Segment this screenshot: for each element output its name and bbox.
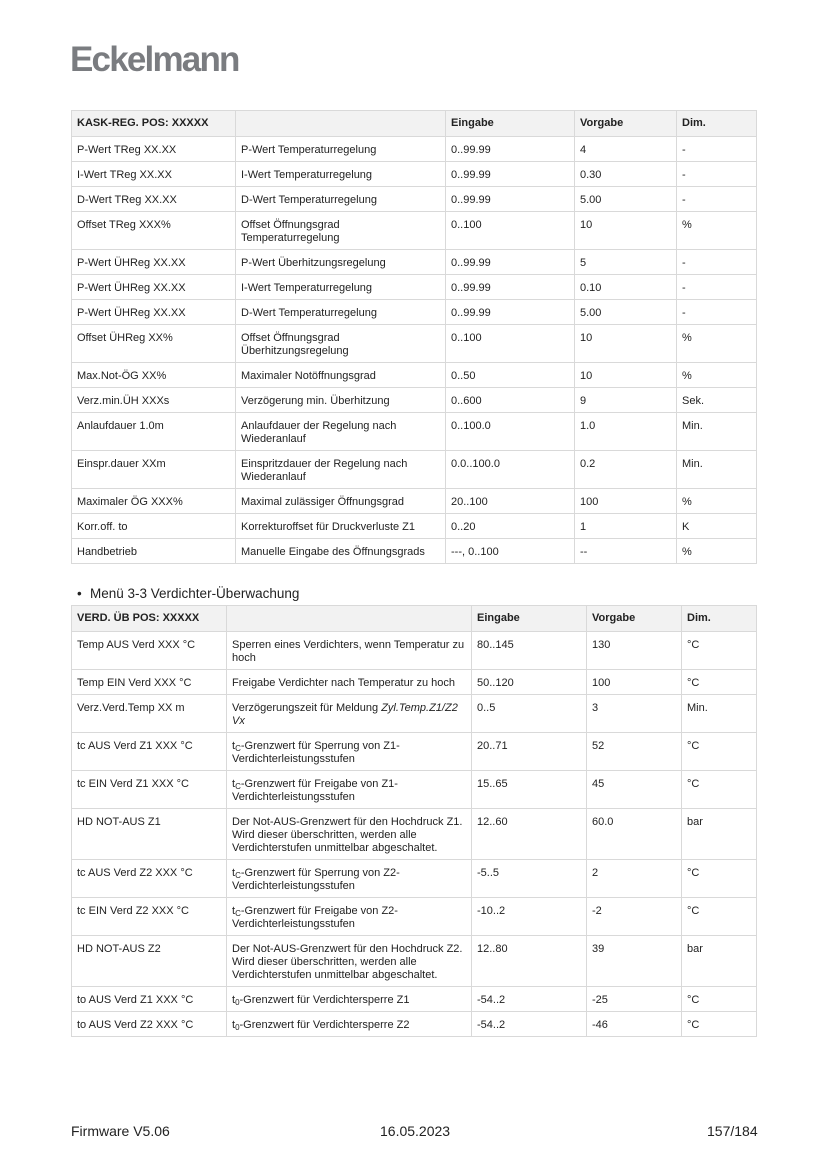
description-text: Sperren eines Verdichters, wenn Temperatur zu hoch bbox=[232, 639, 465, 664]
unit-cell: % bbox=[677, 212, 757, 250]
unit-cell: °C bbox=[682, 898, 757, 936]
input-range-cell: 0..50 bbox=[446, 363, 575, 388]
symbol-subscript: C bbox=[235, 782, 241, 791]
bullet-icon: • bbox=[77, 586, 82, 601]
symbol-subscript: 0 bbox=[235, 1023, 240, 1032]
param-name-cell: Korr.off. to bbox=[72, 514, 236, 539]
header-cell: Eingabe bbox=[446, 111, 575, 137]
table-row bbox=[72, 809, 757, 860]
verd-ueb-table-body bbox=[72, 632, 757, 1037]
header-cell: Dim. bbox=[682, 606, 757, 632]
unit-cell: - bbox=[677, 300, 757, 325]
input-range-cell: 0..100 bbox=[446, 325, 575, 363]
input-range-cell: 0..99.99 bbox=[446, 162, 575, 187]
description-cell bbox=[227, 809, 472, 860]
default-value-cell: 5 bbox=[575, 250, 677, 275]
table-row bbox=[72, 187, 757, 212]
description-cell: Maximal zulässiger Öffnungsgrad bbox=[236, 489, 446, 514]
unit-cell: % bbox=[677, 539, 757, 564]
description-cell bbox=[227, 860, 472, 898]
table-row bbox=[72, 987, 757, 1012]
param-name-cell: to AUS Verd Z1 XXX °C bbox=[72, 987, 227, 1012]
param-name-cell: HD NOT-AUS Z1 bbox=[72, 809, 227, 860]
table-row bbox=[72, 936, 757, 987]
param-name-cell: to AUS Verd Z2 XXX °C bbox=[72, 1012, 227, 1037]
table-row bbox=[72, 275, 757, 300]
default-value-cell: -2 bbox=[587, 898, 682, 936]
input-range-cell: -54..2 bbox=[472, 987, 587, 1012]
default-value-cell: 1.0 bbox=[575, 413, 677, 451]
unit-cell: °C bbox=[682, 632, 757, 670]
table-row bbox=[72, 212, 757, 250]
table-row bbox=[72, 137, 757, 162]
unit-cell: % bbox=[677, 325, 757, 363]
unit-cell: Min. bbox=[677, 451, 757, 489]
table-header-row bbox=[72, 111, 757, 137]
input-range-cell: 0..20 bbox=[446, 514, 575, 539]
footer-page-number: 157/184 bbox=[707, 1123, 758, 1139]
unit-cell: K bbox=[677, 514, 757, 539]
table-row bbox=[72, 514, 757, 539]
input-range-cell: -54..2 bbox=[472, 1012, 587, 1037]
unit-cell: °C bbox=[682, 733, 757, 771]
default-value-cell: -- bbox=[575, 539, 677, 564]
default-value-cell: 0.30 bbox=[575, 162, 677, 187]
header-cell: VERD. ÜB POS: XXXXX bbox=[72, 606, 227, 632]
footer-firmware: Firmware V5.06 bbox=[71, 1123, 170, 1139]
unit-cell: °C bbox=[682, 771, 757, 809]
param-name-cell: P-Wert ÜHReg XX.XX bbox=[72, 300, 236, 325]
description-text: -Grenzwert für Verdichtersperre Z1 bbox=[239, 994, 410, 1006]
table-row bbox=[72, 898, 757, 936]
unit-cell: - bbox=[677, 187, 757, 212]
default-value-cell: 3 bbox=[587, 695, 682, 733]
unit-cell: Min. bbox=[677, 413, 757, 451]
table-header-row bbox=[72, 606, 757, 632]
description-cell bbox=[227, 936, 472, 987]
description-cell: Verzögerung min. Überhitzung bbox=[236, 388, 446, 413]
default-value-cell: 5.00 bbox=[575, 187, 677, 212]
input-range-cell: 0..99.99 bbox=[446, 275, 575, 300]
header-cell: KASK-REG. POS: XXXXX bbox=[72, 111, 236, 137]
unit-cell: - bbox=[677, 250, 757, 275]
param-name-cell: D-Wert TReg XX.XX bbox=[72, 187, 236, 212]
description-text: -Grenzwert für Freigabe von Z1-Verdichterleistungsstufen bbox=[232, 778, 398, 803]
description-text: Verzögerungszeit für Meldung bbox=[232, 702, 382, 714]
description-cell: Korrekturoffset für Druckverluste Z1 bbox=[236, 514, 446, 539]
symbol-text: t bbox=[232, 1019, 236, 1031]
default-value-cell: 4 bbox=[575, 137, 677, 162]
input-range-cell: 20..100 bbox=[446, 489, 575, 514]
symbol-subscript: C bbox=[235, 909, 241, 918]
default-value-cell: 10 bbox=[575, 212, 677, 250]
param-name-cell: Offset TReg XXX% bbox=[72, 212, 236, 250]
description-cell bbox=[227, 632, 472, 670]
description-cell bbox=[227, 771, 472, 809]
default-value-cell: 100 bbox=[587, 670, 682, 695]
description-cell: D-Wert Temperaturregelung bbox=[236, 300, 446, 325]
description-emphasis: Zyl.Temp.Z1/Z2 Vx bbox=[232, 702, 458, 727]
input-range-cell: 50..120 bbox=[472, 670, 587, 695]
default-value-cell: -46 bbox=[587, 1012, 682, 1037]
input-range-cell: 0..5 bbox=[472, 695, 587, 733]
header-cell bbox=[236, 111, 446, 137]
input-range-cell: 0..100.0 bbox=[446, 413, 575, 451]
symbol-text: t bbox=[232, 905, 236, 917]
description-cell: Anlaufdauer der Regelung nach Wiederanlauf bbox=[236, 413, 446, 451]
default-value-cell: 2 bbox=[587, 860, 682, 898]
table-row bbox=[72, 771, 757, 809]
input-range-cell: ---, 0..100 bbox=[446, 539, 575, 564]
default-value-cell: 10 bbox=[575, 363, 677, 388]
description-text: -Grenzwert für Sperrung von Z1-Verdichterleistungsstufen bbox=[232, 740, 400, 765]
symbol-text: t bbox=[232, 778, 236, 790]
description-cell: P-Wert Temperaturregelung bbox=[236, 137, 446, 162]
header-cell: Vorgabe bbox=[587, 606, 682, 632]
unit-cell: Min. bbox=[682, 695, 757, 733]
param-name-cell: tc AUS Verd Z2 XXX °C bbox=[72, 860, 227, 898]
kask-reg-table bbox=[71, 110, 757, 564]
header-cell: Vorgabe bbox=[575, 111, 677, 137]
description-cell: I-Wert Temperaturregelung bbox=[236, 275, 446, 300]
description-cell bbox=[227, 987, 472, 1012]
input-range-cell: 15..65 bbox=[472, 771, 587, 809]
unit-cell: % bbox=[677, 363, 757, 388]
input-range-cell: 0.0..100.0 bbox=[446, 451, 575, 489]
table-row bbox=[72, 1012, 757, 1037]
symbol-text: t bbox=[232, 867, 236, 879]
input-range-cell: -10..2 bbox=[472, 898, 587, 936]
unit-cell: - bbox=[677, 162, 757, 187]
description-cell: D-Wert Temperaturregelung bbox=[236, 187, 446, 212]
section-heading-text: Menü 3-3 Verdichter-Überwachung bbox=[90, 586, 300, 601]
header-cell: Eingabe bbox=[472, 606, 587, 632]
table-row bbox=[72, 388, 757, 413]
default-value-cell: 39 bbox=[587, 936, 682, 987]
default-value-cell: 0.10 bbox=[575, 275, 677, 300]
param-name-cell: Temp EIN Verd XXX °C bbox=[72, 670, 227, 695]
param-name-cell: P-Wert ÜHReg XX.XX bbox=[72, 275, 236, 300]
param-name-cell: tc EIN Verd Z1 XXX °C bbox=[72, 771, 227, 809]
description-cell bbox=[227, 695, 472, 733]
description-cell bbox=[227, 1012, 472, 1037]
table-row bbox=[72, 860, 757, 898]
param-name-cell: P-Wert ÜHReg XX.XX bbox=[72, 250, 236, 275]
default-value-cell: 52 bbox=[587, 733, 682, 771]
default-value-cell: 1 bbox=[575, 514, 677, 539]
unit-cell: °C bbox=[682, 860, 757, 898]
table-row bbox=[72, 632, 757, 670]
description-cell: Offset Öffnungsgrad Überhitzungsregelung bbox=[236, 325, 446, 363]
table-row bbox=[72, 451, 757, 489]
default-value-cell: 10 bbox=[575, 325, 677, 363]
description-text: Der Not-AUS-Grenzwert für den Hochdruck Z1. Wird dieser überschritten, werden alle Verdichterstufen unmittelbar abgeschaltet. bbox=[232, 816, 463, 854]
input-range-cell: 20..71 bbox=[472, 733, 587, 771]
symbol-subscript: C bbox=[235, 871, 241, 880]
param-name-cell: Handbetrieb bbox=[72, 539, 236, 564]
symbol-subscript: 0 bbox=[235, 998, 240, 1007]
param-name-cell: Verz.min.ÜH XXXs bbox=[72, 388, 236, 413]
table-row bbox=[72, 695, 757, 733]
table-row bbox=[72, 300, 757, 325]
default-value-cell: 45 bbox=[587, 771, 682, 809]
input-range-cell: 0..99.99 bbox=[446, 250, 575, 275]
param-name-cell: Verz.Verd.Temp XX m bbox=[72, 695, 227, 733]
param-name-cell: Anlaufdauer 1.0m bbox=[72, 413, 236, 451]
description-cell: Maximaler Notöffnungsgrad bbox=[236, 363, 446, 388]
input-range-cell: 80..145 bbox=[472, 632, 587, 670]
default-value-cell: 100 bbox=[575, 489, 677, 514]
description-cell bbox=[227, 670, 472, 695]
input-range-cell: 0..99.99 bbox=[446, 187, 575, 212]
description-cell: I-Wert Temperaturregelung bbox=[236, 162, 446, 187]
unit-cell: °C bbox=[682, 1012, 757, 1037]
description-cell: Manuelle Eingabe des Öffnungsgrads bbox=[236, 539, 446, 564]
description-cell bbox=[227, 898, 472, 936]
description-text: Freigabe Verdichter nach Temperatur zu hoch bbox=[232, 677, 455, 689]
unit-cell: % bbox=[677, 489, 757, 514]
section-heading bbox=[77, 586, 299, 602]
param-name-cell: Max.Not-ÖG XX% bbox=[72, 363, 236, 388]
param-name-cell: Temp AUS Verd XXX °C bbox=[72, 632, 227, 670]
description-cell: P-Wert Überhitzungsregelung bbox=[236, 250, 446, 275]
input-range-cell: 0..100 bbox=[446, 212, 575, 250]
param-name-cell: P-Wert TReg XX.XX bbox=[72, 137, 236, 162]
description-cell: Einspritzdauer der Regelung nach Wiederanlauf bbox=[236, 451, 446, 489]
default-value-cell: 9 bbox=[575, 388, 677, 413]
input-range-cell: -5..5 bbox=[472, 860, 587, 898]
description-text: -Grenzwert für Freigabe von Z2-Verdichterleistungsstufen bbox=[232, 905, 398, 930]
table-row bbox=[72, 325, 757, 363]
param-name-cell: HD NOT-AUS Z2 bbox=[72, 936, 227, 987]
table-row bbox=[72, 733, 757, 771]
default-value-cell: 130 bbox=[587, 632, 682, 670]
symbol-subscript: C bbox=[235, 744, 241, 753]
table-row bbox=[72, 162, 757, 187]
table-row bbox=[72, 413, 757, 451]
param-name-cell: Maximaler ÖG XXX% bbox=[72, 489, 236, 514]
table-row bbox=[72, 670, 757, 695]
unit-cell: °C bbox=[682, 670, 757, 695]
default-value-cell: 5.00 bbox=[575, 300, 677, 325]
input-range-cell: 12..80 bbox=[472, 936, 587, 987]
description-cell: Offset Öffnungsgrad Temperaturregelung bbox=[236, 212, 446, 250]
symbol-text: t bbox=[232, 740, 236, 752]
table-row bbox=[72, 489, 757, 514]
unit-cell: °C bbox=[682, 987, 757, 1012]
symbol-text: t bbox=[232, 994, 236, 1006]
description-text: Der Not-AUS-Grenzwert für den Hochdruck Z2. Wird dieser überschritten, werden alle Verdichterstufen unmittelbar abgeschaltet. bbox=[232, 943, 463, 981]
input-range-cell: 12..60 bbox=[472, 809, 587, 860]
description-cell bbox=[227, 733, 472, 771]
header-cell bbox=[227, 606, 472, 632]
default-value-cell: 60.0 bbox=[587, 809, 682, 860]
description-text: -Grenzwert für Sperrung von Z2-Verdichterleistungsstufen bbox=[232, 867, 400, 892]
unit-cell: bar bbox=[682, 809, 757, 860]
kask-reg-table-body bbox=[72, 137, 757, 564]
input-range-cell: 0..99.99 bbox=[446, 300, 575, 325]
param-name-cell: Einspr.dauer XXm bbox=[72, 451, 236, 489]
param-name-cell: tc EIN Verd Z2 XXX °C bbox=[72, 898, 227, 936]
default-value-cell: 0.2 bbox=[575, 451, 677, 489]
description-text: -Grenzwert für Verdichtersperre Z2 bbox=[239, 1019, 410, 1031]
table-row bbox=[72, 363, 757, 388]
input-range-cell: 0..600 bbox=[446, 388, 575, 413]
param-name-cell: tc AUS Verd Z1 XXX °C bbox=[72, 733, 227, 771]
unit-cell: bar bbox=[682, 936, 757, 987]
table-row bbox=[72, 250, 757, 275]
header-cell: Dim. bbox=[677, 111, 757, 137]
param-name-cell: I-Wert TReg XX.XX bbox=[72, 162, 236, 187]
verd-ueb-table bbox=[71, 605, 757, 1037]
table-row bbox=[72, 539, 757, 564]
unit-cell: - bbox=[677, 275, 757, 300]
footer-date: 16.05.2023 bbox=[380, 1123, 451, 1139]
input-range-cell: 0..99.99 bbox=[446, 137, 575, 162]
default-value-cell: -25 bbox=[587, 987, 682, 1012]
unit-cell: - bbox=[677, 137, 757, 162]
eckelmann-logo: Eckelmann bbox=[70, 40, 239, 79]
param-name-cell: Offset ÜHReg XX% bbox=[72, 325, 236, 363]
unit-cell: Sek. bbox=[677, 388, 757, 413]
